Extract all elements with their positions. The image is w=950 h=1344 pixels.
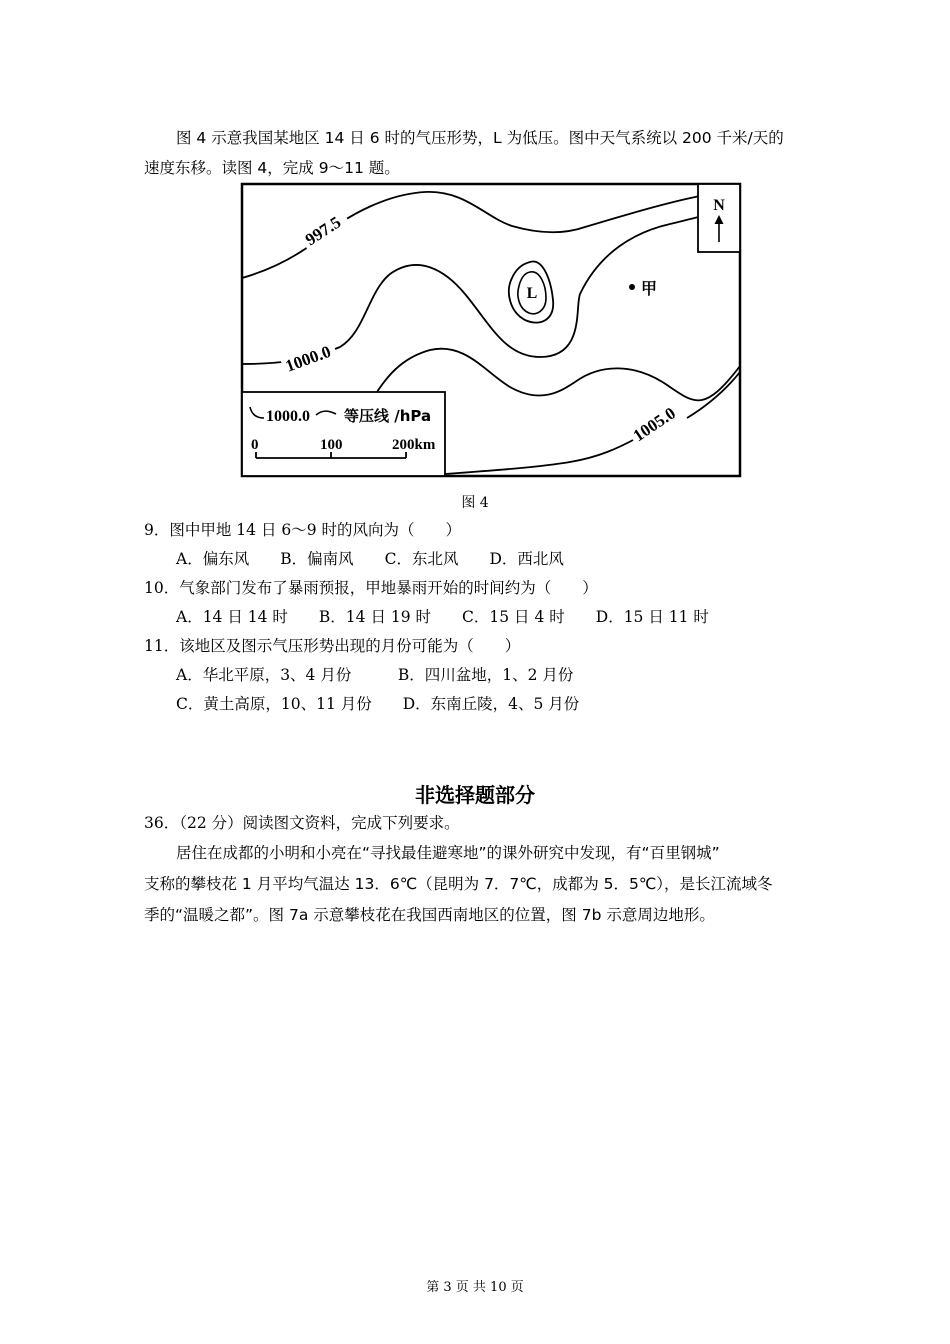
question-11-options-row-2: C．黄土高原，10、11 月份 D．东南丘陵，4、5 月份 xyxy=(176,695,580,713)
place-label: 甲 xyxy=(641,279,658,298)
page-footer: 第 3 页 共 10 页 xyxy=(426,1280,524,1295)
intro-line-2: 速度东移。读图 4，完成 9～11 题。 xyxy=(144,159,400,177)
low-label: L xyxy=(526,285,538,302)
scale-tick-200: 200km xyxy=(392,437,436,453)
legend-text: 等压线 /hPa xyxy=(344,407,432,425)
question-10-stem: 10．气象部门发布了暴雨预报，甲地暴雨开始的时间约为（ ） xyxy=(144,579,598,597)
question-9-stem: 9．图中甲地 14 日 6～9 时的风向为（ ） xyxy=(144,521,462,539)
legend-sample-value: 1000.0 xyxy=(266,408,310,425)
question-36-stem: 36．（22 分）阅读图文资料，完成下列要求。 xyxy=(144,814,460,832)
question-11-options-row-1: A．华北平原，3、4 月份 B．四川盆地，1、2 月份 xyxy=(176,666,574,684)
north-label: N xyxy=(713,197,725,214)
scale-tick-100: 100 xyxy=(320,437,343,453)
question-9-options: A．偏东风 B．偏南风 C．东北风 D．西北风 xyxy=(176,550,564,568)
section-title: 非选择题部分 xyxy=(415,783,535,807)
isobar-label-1005: 1005.0 xyxy=(629,403,679,446)
legend-box xyxy=(242,392,445,476)
question-36-paragraph-line-2: 支称的攀枝花 1 月平均气温达 13．6℃（昆明为 7．7℃，成都为 5．5℃），是长江流域冬 xyxy=(144,875,773,893)
question-11-stem: 11．该地区及图示气压形势出现的月份可能为（ ） xyxy=(144,637,521,655)
isobar-label-997-5: 997.5 xyxy=(301,212,345,250)
question-10-options: A．14 日 14 时 B．14 日 19 时 C．15 日 4 时 D．15 日 11 时 xyxy=(176,608,709,626)
question-36-paragraph-line-1: 居住在成都的小明和小亮在“寻找最佳避寒地”的课外研究中发现，有“百里钢城” xyxy=(176,844,720,862)
question-36-paragraph-line-3: 季的“温暖之都”。图 7a 示意攀枝花在我国西南地区的位置，图 7b 示意周边地形。 xyxy=(144,906,715,924)
figure-caption: 图 4 xyxy=(461,495,489,511)
isobar-label-1000: 1000.0 xyxy=(282,341,334,376)
isobar-map xyxy=(240,182,744,480)
intro-line-1: 图 4 示意我国某地区 14 日 6 时的气压形势，L 为低压。图中天气系统以 200 千米/天的 xyxy=(176,129,784,147)
scale-tick-0: 0 xyxy=(251,437,259,453)
place-dot xyxy=(629,284,635,290)
